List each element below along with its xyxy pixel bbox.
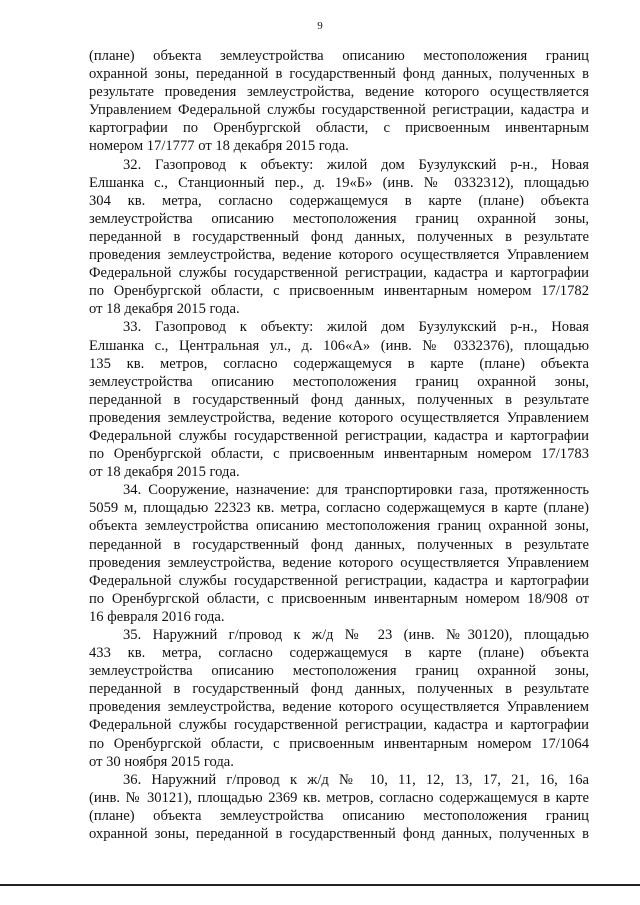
text-line: проведения землеустройства, ведение которого осуществляется Управлением: [89, 247, 589, 264]
text-line: 36. Наружний г/провод к ж/д № 10, 11, 12, 13, 17, 21, 16, 16а: [123, 771, 589, 788]
text-line: землеустройства описанию местоположения границ охранной зоны,: [89, 210, 589, 227]
text-line: 16 февраля 2016 года.: [89, 608, 225, 625]
text-line: проведения землеустройства, ведение которого осуществляется Управлением: [89, 409, 589, 426]
text-line: 433 кв. метра, согласно содержащемуся в карте (плане) объекта: [89, 645, 589, 662]
text-line: Федеральной службы государственной регистрации, кадастра и картографии: [89, 572, 589, 589]
text-line: переданной в государственный фонд данных, полученных в результате: [89, 391, 589, 408]
text-line: охранной зоны, переданной в государственный фонд данных, полученных в: [89, 66, 589, 83]
text-line: 135 кв. метров, согласно содержащемуся в карте (плане) объекта: [89, 355, 589, 372]
text-line: картографии по Оренбургской области, с присвоенным инвентарным: [89, 120, 589, 137]
text-line: переданной в государственный фонд данных, полученных в результате: [89, 536, 589, 553]
text-line: Управлением Федеральной службы государственной регистрации, кадастра и: [89, 102, 589, 119]
page-number: 9: [317, 20, 323, 32]
text-line: 35. Наружний г/провод к ж/д № 23 (инв. №30120), площадью: [123, 627, 589, 643]
text-line: номером 17/1777 от 18 декабря 2015 года.: [89, 138, 349, 155]
text-line: Елшанка с., Станционный пер., д. 19«Б» (инв. № 0332312), площадью: [89, 174, 589, 191]
text-line: 5059 м, площадью 22323 кв. метра, согласно содержащемуся в карте (плане): [89, 500, 589, 517]
text-line: от 18 декабря 2015 года.: [89, 301, 240, 318]
text-line: объекта землеустройства описанию местоположения границ охранной зоны,: [89, 518, 589, 535]
text-line: Федеральной службы государственной регистрации, кадастра и картографии: [89, 265, 589, 282]
text-line: результате проведения землеустройства, ведение которого осуществляется: [89, 84, 589, 101]
text-line: Федеральной службы государственной регистрации, кадастра и картографии: [89, 717, 589, 734]
text-line: 33. Газопровод к объекту: жилой дом Бузулукский р-н., Новая: [123, 319, 589, 336]
page-bottom-rule: [0, 884, 640, 886]
text-line: 34. Сооружение, назначение: для транспортировки газа, протяженность: [123, 482, 589, 499]
text-line: от 18 декабря 2015 года.: [89, 464, 240, 481]
text-line: от 30 ноября 2015 года.: [89, 753, 234, 770]
text-line: (плане) объекта землеустройства описанию местоположения границ: [89, 807, 589, 824]
text-line: землеустройства описанию местоположения границ охранной зоны,: [89, 373, 589, 390]
text-line: по Оренбургской области, с присвоенным инвентарным номером 18/908 от: [89, 590, 589, 607]
text-line: 304 кв. метра, согласно содержащемуся в карте (плане) объекта: [89, 192, 589, 209]
text-line: по Оренбургской области, с присвоенным инвентарным номером 17/1064: [89, 735, 589, 752]
document-body: [89, 47, 589, 843]
text-line: землеустройства описанию местоположения границ охранной зоны,: [89, 663, 589, 680]
text-line: проведения землеустройства, ведение которого осуществляется Управлением: [89, 699, 589, 716]
text-line: 32. Газопровод к объекту: жилой дом Бузулукский р-н., Новая: [123, 156, 589, 173]
text-line: переданной в государственный фонд данных, полученных в результате: [89, 681, 589, 698]
text-line: по Оренбургской области, с присвоенным инвентарным номером 17/1783: [89, 446, 589, 463]
text-line: по Оренбургской области, с присвоенным инвентарным номером 17/1782: [89, 283, 589, 300]
text-line: (инв. № 30121), площадью 2369 кв. метров, согласно содержащемуся в карте: [89, 789, 589, 806]
text-line: Федеральной службы государственной регистрации, кадастра и картографии: [89, 427, 589, 444]
text-line: (плане) объекта землеустройства описанию местоположения границ: [89, 48, 589, 64]
text-line: проведения землеустройства, ведение которого осуществляется Управлением: [89, 554, 589, 571]
text-line: охранной зоны, переданной в государственный фонд данных, полученных в: [89, 826, 589, 843]
text-line: переданной в государственный фонд данных, полученных в результате: [89, 228, 589, 245]
text-line: Елшанка с., Центральная ул., д. 106«А» (инв. № 0332376), площадью: [89, 337, 589, 354]
